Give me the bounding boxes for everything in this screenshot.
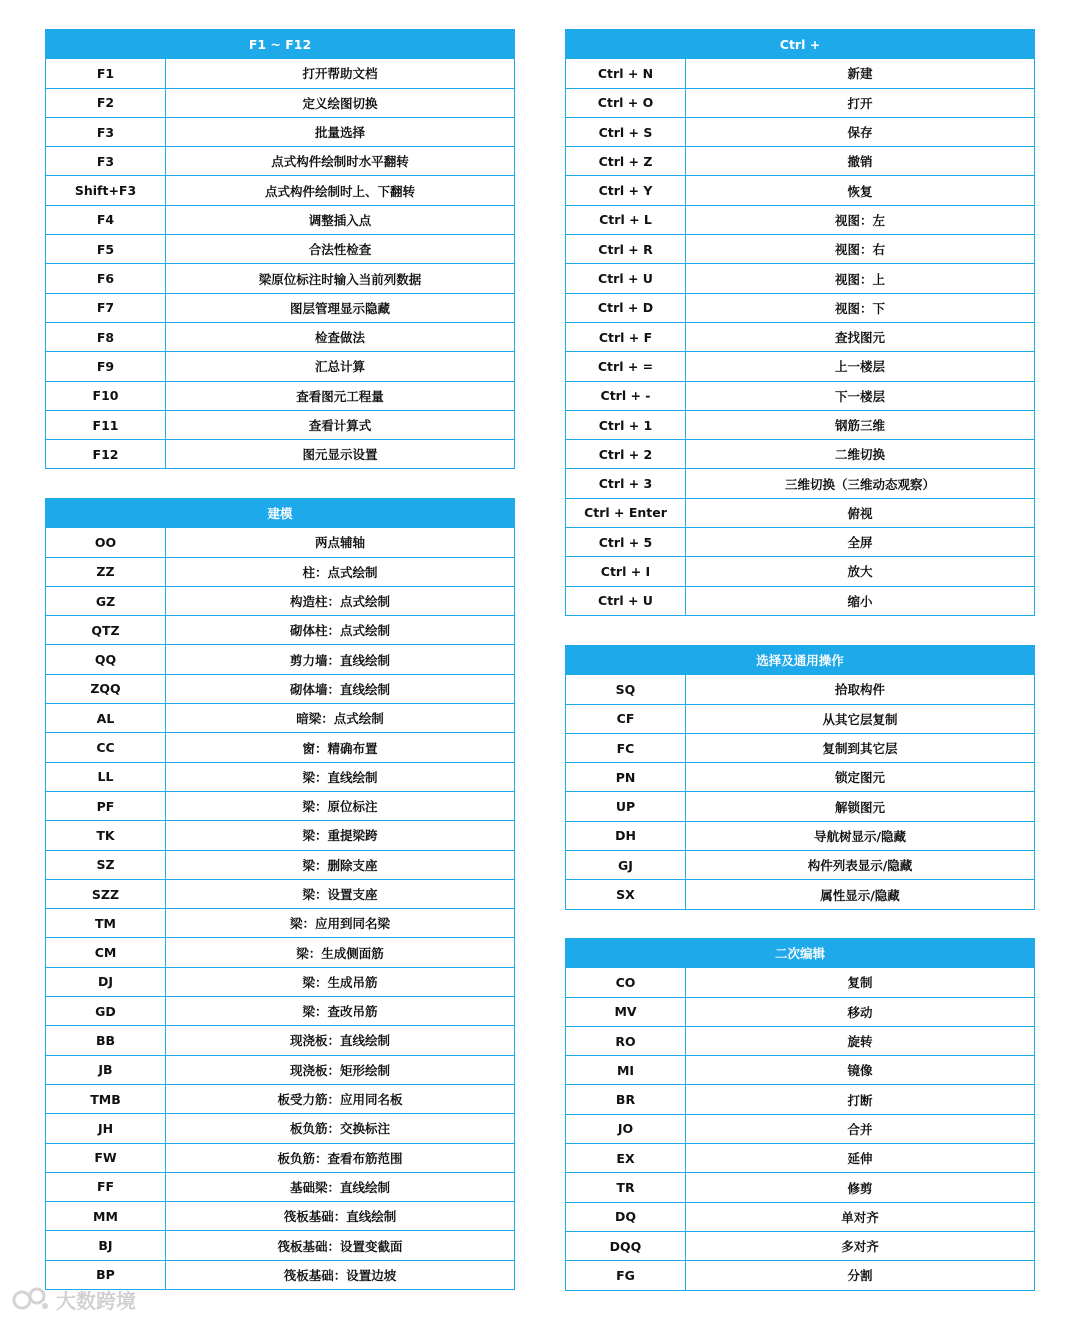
shortcut-description: 构造柱：点式绘制 xyxy=(166,586,515,615)
shortcut-key: Shift+F3 xyxy=(46,176,166,205)
shortcut-description: 图层管理显示隐藏 xyxy=(166,293,515,322)
shortcut-description: 俯视 xyxy=(686,498,1035,527)
shortcut-description: 汇总计算 xyxy=(166,352,515,381)
shortcut-description: 砌体墙：直线绘制 xyxy=(166,674,515,703)
shortcut-key: PN xyxy=(566,763,686,792)
shortcut-description: 合法性检查 xyxy=(166,235,515,264)
shortcut-key: Ctrl + F xyxy=(566,322,686,351)
shortcut-description: 检查做法 xyxy=(166,322,515,351)
shortcut-description: 撤销 xyxy=(686,147,1035,176)
shortcut-description: 打断 xyxy=(686,1085,1035,1114)
table-row xyxy=(46,762,515,791)
shortcut-key: SX xyxy=(566,880,686,909)
shortcut-key: F4 xyxy=(46,205,166,234)
watermark-text: 大数跨境 xyxy=(56,1288,136,1313)
table-title: Ctrl + xyxy=(566,30,1035,59)
table-row xyxy=(566,352,1035,381)
table-row xyxy=(566,410,1035,439)
shortcut-key: QQ xyxy=(46,645,166,674)
shortcut-description: 点式构件绘制时上、下翻转 xyxy=(166,176,515,205)
shortcut-description: 剪力墙：直线绘制 xyxy=(166,645,515,674)
table-row xyxy=(46,850,515,879)
table-row xyxy=(46,938,515,967)
shortcut-description: 打开帮助文档 xyxy=(166,59,515,88)
table-row xyxy=(566,1026,1035,1055)
shortcut-description: 调整插入点 xyxy=(166,205,515,234)
table-row xyxy=(566,792,1035,821)
shortcut-key: DJ xyxy=(46,967,166,996)
shortcut-description: 砌体柱：点式绘制 xyxy=(166,616,515,645)
table-title: 二次编辑 xyxy=(566,939,1035,968)
shortcut-key: Ctrl + D xyxy=(566,293,686,322)
shortcut-description: 两点辅轴 xyxy=(166,528,515,557)
shortcut-description: 镜像 xyxy=(686,1056,1035,1085)
shortcut-key: JO xyxy=(566,1114,686,1143)
shortcut-description: 下一楼层 xyxy=(686,381,1035,410)
shortcut-description: 梁：原位标注 xyxy=(166,791,515,820)
table-row xyxy=(566,1144,1035,1173)
table-row xyxy=(46,733,515,762)
shortcut-key: TR xyxy=(566,1173,686,1202)
shortcut-key: F5 xyxy=(46,235,166,264)
shortcut-description: 板负筋：查看布筋范围 xyxy=(166,1143,515,1172)
shortcut-description: 锁定图元 xyxy=(686,763,1035,792)
table-row xyxy=(46,1202,515,1231)
table-row xyxy=(46,352,515,381)
secondary-edit-table xyxy=(565,938,1035,1291)
table-row xyxy=(46,117,515,146)
shortcut-key: FW xyxy=(46,1143,166,1172)
shortcut-description: 视图：上 xyxy=(686,264,1035,293)
shortcut-key: PF xyxy=(46,791,166,820)
table-row xyxy=(566,880,1035,909)
shortcut-description: 恢复 xyxy=(686,176,1035,205)
shortcut-description: 上一楼层 xyxy=(686,352,1035,381)
shortcut-key: F7 xyxy=(46,293,166,322)
shortcut-key: Ctrl + U xyxy=(566,586,686,615)
shortcut-description: 查看图元工程量 xyxy=(166,381,515,410)
shortcut-description: 三维切换（三维动态观察） xyxy=(686,469,1035,498)
shortcut-key: SZZ xyxy=(46,879,166,908)
shortcut-key: GZ xyxy=(46,586,166,615)
shortcut-description: 合并 xyxy=(686,1114,1035,1143)
table-row xyxy=(46,410,515,439)
shortcut-key: FC xyxy=(566,733,686,762)
shortcut-key: JH xyxy=(46,1114,166,1143)
shortcut-description: 旋转 xyxy=(686,1026,1035,1055)
shortcut-key: Ctrl + - xyxy=(566,381,686,410)
table-title: 建模 xyxy=(46,499,515,528)
shortcut-description: 放大 xyxy=(686,557,1035,586)
table-row xyxy=(566,733,1035,762)
table-title: 选择及通用操作 xyxy=(566,646,1035,675)
modeling-table xyxy=(45,498,515,1290)
shortcut-key: Ctrl + 5 xyxy=(566,528,686,557)
shortcut-description: 筏板基础：设置变截面 xyxy=(166,1231,515,1260)
shortcut-key: Ctrl + 2 xyxy=(566,440,686,469)
shortcut-description: 视图：左 xyxy=(686,205,1035,234)
shortcut-key: F8 xyxy=(46,322,166,351)
shortcut-description: 导航树显示/隐藏 xyxy=(686,821,1035,850)
shortcut-key: Ctrl + Z xyxy=(566,147,686,176)
table-row xyxy=(566,498,1035,527)
shortcut-description: 板负筋：交换标注 xyxy=(166,1114,515,1143)
shortcut-key: OO xyxy=(46,528,166,557)
shortcut-key: Ctrl + O xyxy=(566,88,686,117)
shortcut-description: 从其它层复制 xyxy=(686,704,1035,733)
shortcut-key: Ctrl + 1 xyxy=(566,410,686,439)
shortcut-key: FG xyxy=(566,1261,686,1290)
shortcut-key: F12 xyxy=(46,440,166,469)
shortcut-description: 基础梁：直线绘制 xyxy=(166,1172,515,1201)
table-row xyxy=(46,1172,515,1201)
table-row xyxy=(566,440,1035,469)
watermark-logo-icon xyxy=(12,1286,50,1312)
shortcut-description: 属性显示/隐藏 xyxy=(686,880,1035,909)
table-row xyxy=(566,322,1035,351)
shortcut-key: F6 xyxy=(46,264,166,293)
shortcut-description: 梁：查改吊筋 xyxy=(166,997,515,1026)
table-row xyxy=(46,704,515,733)
table-row xyxy=(566,851,1035,880)
table-row xyxy=(566,704,1035,733)
table-row xyxy=(566,528,1035,557)
table-row xyxy=(46,205,515,234)
shortcut-key: EX xyxy=(566,1144,686,1173)
shortcut-key: TMB xyxy=(46,1084,166,1113)
table-row xyxy=(46,967,515,996)
table-row xyxy=(566,821,1035,850)
shortcut-description: 梁原位标注时输入当前列数据 xyxy=(166,264,515,293)
table-row xyxy=(566,675,1035,704)
shortcut-key: QTZ xyxy=(46,616,166,645)
shortcut-key: GJ xyxy=(566,851,686,880)
shortcut-key: CF xyxy=(566,704,686,733)
table-row xyxy=(46,1231,515,1260)
shortcut-description: 视图：右 xyxy=(686,235,1035,264)
shortcut-description: 梁：生成侧面筋 xyxy=(166,938,515,967)
shortcut-key: MV xyxy=(566,997,686,1026)
shortcut-description: 钢筋三维 xyxy=(686,410,1035,439)
shortcut-key: BJ xyxy=(46,1231,166,1260)
shortcut-description: 视图：下 xyxy=(686,293,1035,322)
table-row xyxy=(566,1202,1035,1231)
shortcut-key: Ctrl + 3 xyxy=(566,469,686,498)
shortcut-key: FF xyxy=(46,1172,166,1201)
table-row xyxy=(566,381,1035,410)
shortcut-description: 图元显示设置 xyxy=(166,440,515,469)
f-keys-table xyxy=(45,29,515,469)
table-row xyxy=(46,879,515,908)
table-row xyxy=(566,264,1035,293)
table-row xyxy=(46,440,515,469)
shortcut-key: Ctrl + U xyxy=(566,264,686,293)
table-row xyxy=(46,147,515,176)
table-title: F1 ~ F12 xyxy=(46,30,515,59)
shortcut-key: SZ xyxy=(46,850,166,879)
shortcut-description: 新建 xyxy=(686,59,1035,88)
table-row xyxy=(46,1143,515,1172)
table-row xyxy=(46,1114,515,1143)
select-operations-table xyxy=(565,645,1035,910)
shortcut-description: 柱：点式绘制 xyxy=(166,557,515,586)
table-row xyxy=(46,1026,515,1055)
shortcut-description: 现浇板：矩形绘制 xyxy=(166,1055,515,1084)
shortcut-key: MI xyxy=(566,1056,686,1085)
shortcut-description: 拾取构件 xyxy=(686,675,1035,704)
table-row xyxy=(566,88,1035,117)
shortcut-description: 批量选择 xyxy=(166,117,515,146)
shortcut-description: 点式构件绘制时水平翻转 xyxy=(166,147,515,176)
watermark xyxy=(12,1284,136,1314)
shortcut-key: UP xyxy=(566,792,686,821)
table-row xyxy=(46,264,515,293)
shortcut-description: 解锁图元 xyxy=(686,792,1035,821)
shortcut-key: CO xyxy=(566,968,686,997)
shortcut-description: 保存 xyxy=(686,117,1035,146)
table-row xyxy=(46,528,515,557)
shortcut-key: Ctrl + L xyxy=(566,205,686,234)
table-row xyxy=(46,1055,515,1084)
table-row xyxy=(566,235,1035,264)
shortcut-description: 构件列表显示/隐藏 xyxy=(686,851,1035,880)
shortcut-key: F3 xyxy=(46,117,166,146)
shortcut-key: MM xyxy=(46,1202,166,1231)
shortcut-description: 延伸 xyxy=(686,1144,1035,1173)
shortcut-key: DH xyxy=(566,821,686,850)
shortcut-description: 梁：删除支座 xyxy=(166,850,515,879)
table-row xyxy=(46,616,515,645)
shortcut-description: 梁：直线绘制 xyxy=(166,762,515,791)
shortcut-key: Ctrl + Enter xyxy=(566,498,686,527)
shortcut-key: LL xyxy=(46,762,166,791)
table-row xyxy=(566,1231,1035,1260)
table-row xyxy=(46,59,515,88)
table-row xyxy=(46,88,515,117)
shortcut-key: DQQ xyxy=(566,1231,686,1260)
shortcut-key: F9 xyxy=(46,352,166,381)
table-row xyxy=(566,1056,1035,1085)
shortcut-key: CC xyxy=(46,733,166,762)
shortcut-description: 多对齐 xyxy=(686,1231,1035,1260)
shortcut-description: 缩小 xyxy=(686,586,1035,615)
table-row xyxy=(46,381,515,410)
table-row xyxy=(566,997,1035,1026)
shortcut-description: 移动 xyxy=(686,997,1035,1026)
shortcut-description: 暗梁：点式绘制 xyxy=(166,704,515,733)
table-row xyxy=(566,293,1035,322)
shortcut-description: 梁：生成吊筋 xyxy=(166,967,515,996)
shortcut-description: 现浇板：直线绘制 xyxy=(166,1026,515,1055)
shortcut-key: ZQQ xyxy=(46,674,166,703)
table-row xyxy=(46,322,515,351)
shortcut-key: Ctrl + S xyxy=(566,117,686,146)
shortcut-description: 二维切换 xyxy=(686,440,1035,469)
shortcut-key: Ctrl + I xyxy=(566,557,686,586)
shortcut-description: 修剪 xyxy=(686,1173,1035,1202)
table-row xyxy=(566,1261,1035,1290)
shortcut-key: TM xyxy=(46,909,166,938)
shortcut-key: BR xyxy=(566,1085,686,1114)
table-row xyxy=(46,997,515,1026)
shortcut-key: RO xyxy=(566,1026,686,1055)
shortcut-key: CM xyxy=(46,938,166,967)
shortcut-key: ZZ xyxy=(46,557,166,586)
shortcut-key: AL xyxy=(46,704,166,733)
shortcut-description: 单对齐 xyxy=(686,1202,1035,1231)
shortcut-key: BB xyxy=(46,1026,166,1055)
shortcut-description: 梁：设置支座 xyxy=(166,879,515,908)
table-row xyxy=(46,909,515,938)
shortcut-key: F1 xyxy=(46,59,166,88)
shortcut-key: JB xyxy=(46,1055,166,1084)
shortcut-key: DQ xyxy=(566,1202,686,1231)
table-row xyxy=(566,1173,1035,1202)
shortcut-key: TK xyxy=(46,821,166,850)
table-row xyxy=(46,293,515,322)
shortcut-key: Ctrl + R xyxy=(566,235,686,264)
shortcut-description: 全屏 xyxy=(686,528,1035,557)
table-row xyxy=(566,59,1035,88)
ctrl-shortcuts-table xyxy=(565,29,1035,616)
table-row xyxy=(566,1114,1035,1143)
shortcut-key: F11 xyxy=(46,410,166,439)
table-row xyxy=(46,557,515,586)
table-row xyxy=(566,205,1035,234)
shortcut-description: 打开 xyxy=(686,88,1035,117)
table-row xyxy=(566,586,1035,615)
shortcut-key: Ctrl + = xyxy=(566,352,686,381)
table-row xyxy=(46,586,515,615)
table-row xyxy=(566,117,1035,146)
shortcut-key: F3 xyxy=(46,147,166,176)
shortcut-description: 板受力筋：应用同名板 xyxy=(166,1084,515,1113)
shortcut-description: 筏板基础：直线绘制 xyxy=(166,1202,515,1231)
shortcut-key: F10 xyxy=(46,381,166,410)
table-row xyxy=(566,176,1035,205)
table-row xyxy=(46,176,515,205)
table-row xyxy=(566,469,1035,498)
shortcut-description: 筏板基础：设置边坡 xyxy=(166,1260,515,1289)
shortcut-key: Ctrl + Y xyxy=(566,176,686,205)
table-row xyxy=(46,645,515,674)
shortcut-description: 梁：应用到同名梁 xyxy=(166,909,515,938)
shortcut-key: BP xyxy=(46,1260,166,1289)
table-row xyxy=(566,968,1035,997)
shortcut-description: 窗：精确布置 xyxy=(166,733,515,762)
table-row xyxy=(46,235,515,264)
table-row xyxy=(566,1085,1035,1114)
shortcut-key: Ctrl + N xyxy=(566,59,686,88)
shortcut-description: 复制 xyxy=(686,968,1035,997)
shortcut-description: 定义绘图切换 xyxy=(166,88,515,117)
table-row xyxy=(46,674,515,703)
shortcut-description: 查找图元 xyxy=(686,322,1035,351)
shortcut-description: 复制到其它层 xyxy=(686,733,1035,762)
shortcut-description: 分割 xyxy=(686,1261,1035,1290)
shortcut-key: GD xyxy=(46,997,166,1026)
table-row xyxy=(566,557,1035,586)
table-row xyxy=(46,1084,515,1113)
table-row xyxy=(566,147,1035,176)
shortcut-key: SQ xyxy=(566,675,686,704)
shortcut-description: 查看计算式 xyxy=(166,410,515,439)
table-row xyxy=(566,763,1035,792)
shortcut-key: F2 xyxy=(46,88,166,117)
shortcut-description: 梁：重提梁跨 xyxy=(166,821,515,850)
table-row xyxy=(46,791,515,820)
table-row xyxy=(46,821,515,850)
